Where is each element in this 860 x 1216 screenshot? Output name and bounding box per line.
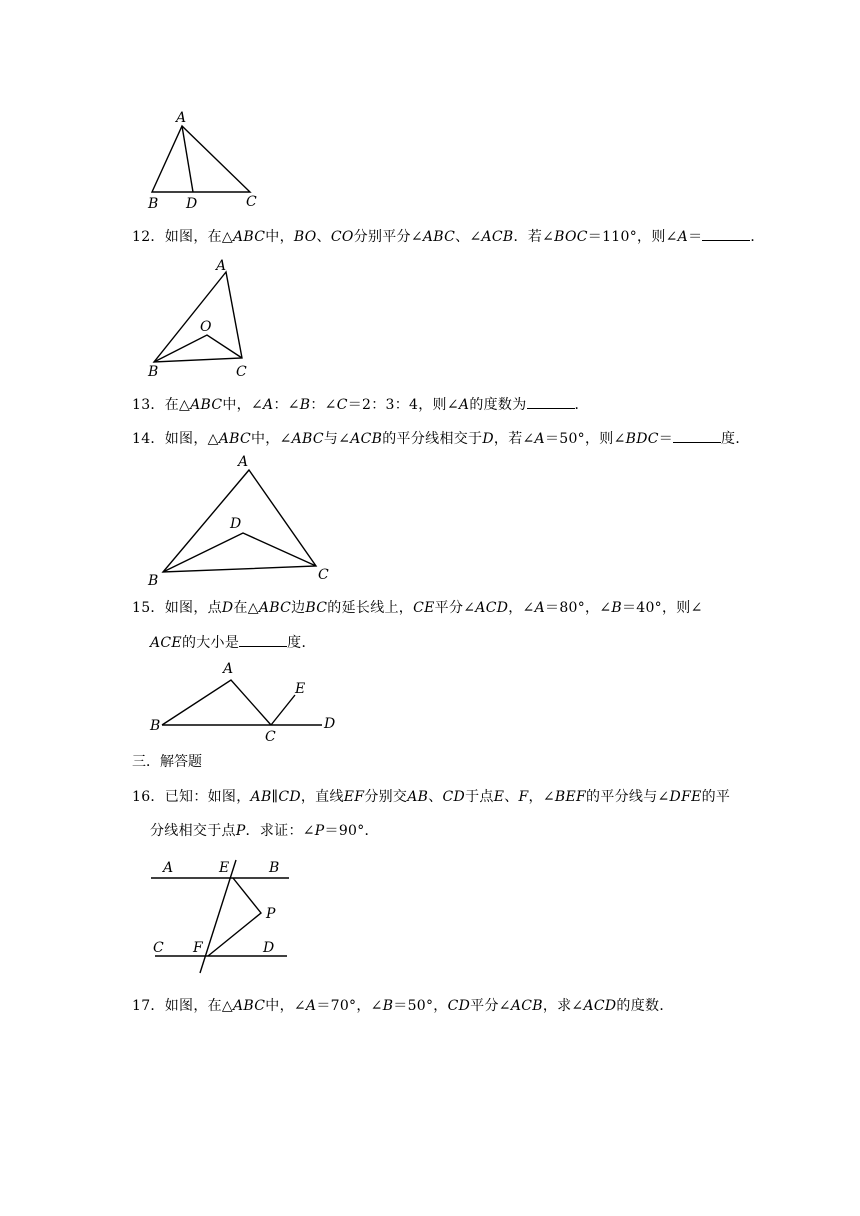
section-title: 三．解答题 bbox=[132, 754, 202, 770]
text: 中，∠ bbox=[222, 397, 264, 413]
triangle-abc bbox=[152, 126, 250, 192]
text: ＝ bbox=[688, 229, 703, 245]
label-a: A bbox=[238, 454, 249, 470]
text: ． bbox=[750, 229, 765, 245]
text: BO bbox=[293, 229, 317, 245]
text: BOC bbox=[554, 229, 588, 245]
text: 、 bbox=[504, 789, 519, 805]
text: ，若∠ bbox=[493, 431, 535, 447]
text: ＝ bbox=[658, 431, 674, 447]
text: CD bbox=[447, 998, 471, 1014]
text: 平分∠ bbox=[470, 998, 511, 1014]
question-number: 15． bbox=[132, 600, 165, 616]
label-d: D bbox=[230, 516, 242, 532]
text: ACD bbox=[583, 998, 617, 1014]
text: ． bbox=[574, 397, 589, 413]
segments-bd-dc bbox=[163, 533, 316, 572]
text: ，直线 bbox=[300, 789, 344, 805]
text: BC bbox=[305, 600, 328, 616]
text: P bbox=[314, 823, 325, 839]
label-a: A bbox=[163, 860, 174, 876]
text: 分别交 bbox=[364, 789, 408, 805]
text: 分别平分∠ bbox=[353, 229, 423, 245]
figure-q14 bbox=[140, 452, 340, 592]
question-16-line-2 bbox=[150, 821, 379, 841]
question-15-line-2 bbox=[150, 632, 316, 653]
text: 在△ bbox=[233, 600, 259, 616]
text: 如图，点 bbox=[164, 600, 222, 616]
figure-q16 bbox=[145, 852, 295, 977]
text: D bbox=[482, 431, 494, 447]
text: ＝50°，则∠ bbox=[544, 431, 626, 447]
text: ABC bbox=[233, 998, 266, 1014]
text: 如图，在△ bbox=[164, 998, 233, 1014]
text: ABC bbox=[291, 431, 324, 447]
label-d: D bbox=[263, 940, 275, 956]
label-e: E bbox=[295, 681, 306, 697]
text: ACB bbox=[350, 431, 383, 447]
question-15-line-1 bbox=[132, 598, 703, 618]
label-c: C bbox=[153, 940, 164, 956]
answer-blank bbox=[702, 226, 750, 241]
question-number: 16． bbox=[132, 789, 165, 805]
text: ．求证：∠ bbox=[245, 823, 315, 839]
label-c: C bbox=[265, 729, 276, 745]
question-16-line-1 bbox=[132, 787, 730, 807]
text: 在△ bbox=[164, 397, 191, 413]
label-b: B bbox=[269, 860, 280, 876]
text: ．若∠ bbox=[513, 229, 555, 245]
label-b: B bbox=[148, 573, 159, 589]
text: 已知：如图， bbox=[164, 789, 251, 805]
label-p: P bbox=[266, 906, 276, 922]
answer-blank bbox=[527, 394, 575, 409]
text: 的平 bbox=[701, 789, 731, 805]
text: ＝40°，则∠ bbox=[621, 600, 703, 616]
text: A bbox=[305, 998, 317, 1014]
text: 与∠ bbox=[323, 431, 351, 447]
label-e: E bbox=[219, 860, 230, 876]
text: BDC bbox=[625, 431, 659, 447]
text: 分线相交于点 bbox=[150, 823, 236, 839]
ray-ce bbox=[271, 695, 295, 725]
text: 中，∠ bbox=[265, 998, 306, 1014]
label-o: O bbox=[200, 319, 212, 335]
label-b: B bbox=[148, 364, 159, 380]
text: ，求∠ bbox=[542, 998, 584, 1014]
text: ＝70°，∠ bbox=[316, 998, 383, 1014]
text: 平分∠ bbox=[434, 600, 476, 616]
question-number: 12． bbox=[132, 229, 165, 245]
text: A bbox=[458, 397, 470, 413]
text: 如图，△ bbox=[164, 431, 219, 447]
label-f: F bbox=[193, 940, 203, 956]
text: F bbox=[518, 789, 529, 805]
figure-q15 bbox=[140, 658, 350, 748]
text: ABC bbox=[190, 397, 223, 413]
question-number: 17． bbox=[132, 998, 165, 1014]
text: E bbox=[493, 789, 505, 805]
text: 、∠ bbox=[455, 229, 482, 245]
question-number: 13． bbox=[132, 397, 165, 413]
text: ACB bbox=[510, 998, 543, 1014]
text: 的平分线与∠ bbox=[586, 789, 670, 805]
text: ACE bbox=[150, 635, 182, 651]
text: P bbox=[235, 823, 246, 839]
text: 于点 bbox=[465, 789, 494, 805]
text: ACB bbox=[481, 229, 514, 245]
text: CD bbox=[278, 789, 301, 805]
text: ACD bbox=[475, 600, 509, 616]
figure-q11 bbox=[140, 108, 270, 213]
text: ：∠ bbox=[310, 397, 337, 413]
text: ∥ bbox=[271, 789, 279, 805]
text: 的延长线上， bbox=[327, 600, 414, 616]
text: AB bbox=[407, 789, 429, 805]
text: 度． bbox=[287, 635, 316, 651]
label-a: A bbox=[216, 258, 227, 274]
text: C bbox=[336, 397, 348, 413]
text: CD bbox=[442, 789, 466, 805]
label-b: B bbox=[148, 196, 159, 212]
text: ABC bbox=[218, 431, 251, 447]
question-14 bbox=[132, 428, 750, 449]
text: 、 bbox=[428, 789, 443, 805]
text: CO bbox=[330, 229, 354, 245]
label-c: C bbox=[318, 567, 329, 583]
text: ＝2：3：4，则∠ bbox=[347, 397, 459, 413]
text: DFE bbox=[669, 789, 702, 805]
text: ABC bbox=[258, 600, 292, 616]
text: 如图，在△ bbox=[164, 229, 233, 245]
text: 的平分线相交于 bbox=[382, 431, 483, 447]
text: 的大小是 bbox=[181, 635, 240, 651]
figure-q12 bbox=[140, 254, 260, 379]
label-d: D bbox=[186, 196, 198, 212]
segments-ba-ac bbox=[162, 680, 271, 725]
text: ABC bbox=[422, 229, 456, 245]
text: AB bbox=[250, 789, 272, 805]
text: A bbox=[263, 397, 274, 413]
question-12 bbox=[132, 226, 765, 247]
text: 的度数为 bbox=[469, 397, 527, 413]
text: B bbox=[299, 397, 311, 413]
answer-blank bbox=[673, 428, 721, 443]
text: A bbox=[677, 229, 689, 245]
label-a: A bbox=[176, 110, 187, 126]
question-number: 14． bbox=[132, 431, 165, 447]
text: ：∠ bbox=[273, 397, 300, 413]
text: A bbox=[534, 600, 546, 616]
text: EF bbox=[343, 789, 365, 805]
question-13 bbox=[132, 394, 589, 415]
text: CE bbox=[413, 600, 435, 616]
text: ，∠ bbox=[508, 600, 535, 616]
answer-blank bbox=[239, 632, 287, 647]
text: ABC bbox=[233, 229, 266, 245]
question-17 bbox=[132, 996, 674, 1016]
text: 中，∠ bbox=[250, 431, 292, 447]
label-d: D bbox=[324, 716, 336, 732]
text: 边 bbox=[291, 600, 306, 616]
text: ＝110°，则∠ bbox=[587, 229, 678, 245]
text: ＝90°． bbox=[324, 823, 379, 839]
label-a: A bbox=[223, 661, 234, 677]
text: ，∠ bbox=[528, 789, 555, 805]
label-b: B bbox=[150, 718, 161, 734]
text: 中， bbox=[265, 229, 294, 245]
text: ＝80°，∠ bbox=[545, 600, 612, 616]
label-c: C bbox=[236, 364, 247, 380]
text: B bbox=[382, 998, 394, 1014]
text: 的度数． bbox=[616, 998, 674, 1014]
text: A bbox=[534, 431, 545, 447]
text: ＝50°， bbox=[393, 998, 448, 1014]
text: 、 bbox=[316, 229, 331, 245]
text: D bbox=[221, 600, 234, 616]
text: 度． bbox=[721, 431, 750, 447]
text: B bbox=[611, 600, 622, 616]
segments-ep-pf bbox=[208, 878, 261, 956]
text: BEF bbox=[554, 789, 587, 805]
label-c: C bbox=[246, 194, 257, 210]
